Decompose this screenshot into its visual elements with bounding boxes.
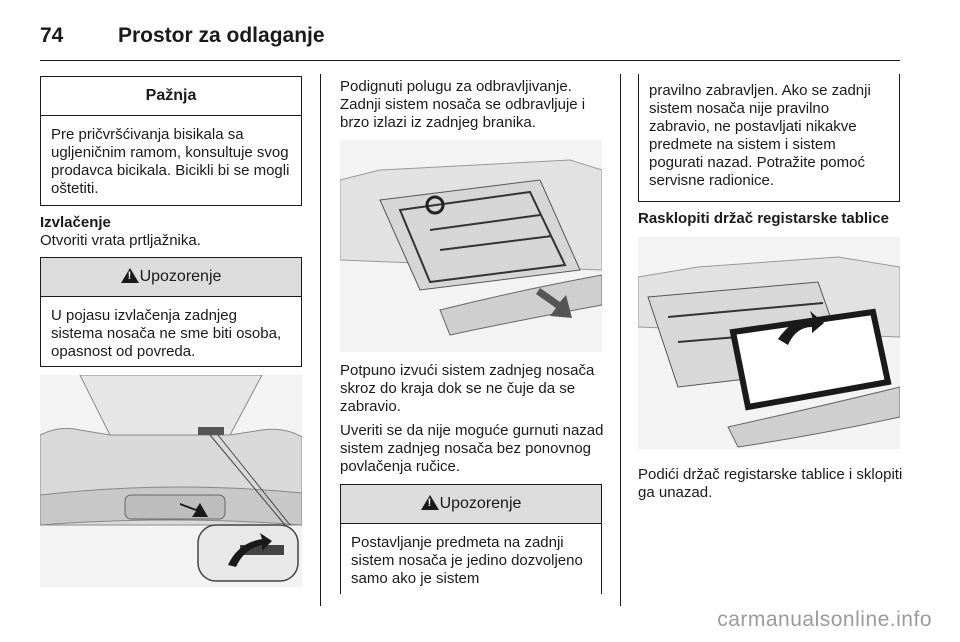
col2-text-top bbox=[340, 78, 605, 132]
column-divider-1 bbox=[320, 74, 321, 606]
caution-title: Pažnja bbox=[41, 77, 301, 116]
warning-title-2: Upozorenje bbox=[439, 495, 522, 512]
section-heading-extraction: Izvlačenje bbox=[40, 214, 111, 231]
watermark: carmanualsonline.info bbox=[717, 608, 932, 631]
warning-header-2 bbox=[341, 485, 601, 524]
extraction-section bbox=[40, 214, 305, 250]
page-header bbox=[40, 14, 900, 54]
paragraph-pull-out: Potpuno izvući sistem zadnjeg nosača skroz do kraja dok se ne čuje da se zabravio. bbox=[340, 362, 595, 415]
page-title: Prostor za odlaganje bbox=[118, 24, 325, 47]
warning-title-1: Upozorenje bbox=[139, 268, 222, 285]
caution-box bbox=[40, 76, 302, 206]
illustration-tailgate-lever bbox=[40, 375, 302, 587]
warning-icon-2 bbox=[421, 495, 439, 510]
column-divider-2 bbox=[620, 74, 621, 606]
warning-icon bbox=[121, 268, 139, 283]
warning-box-1 bbox=[40, 257, 302, 367]
col2-text-middle bbox=[340, 362, 605, 476]
warning-header-1 bbox=[41, 258, 301, 297]
section-heading-plate-holder: Rasklopiti držač registarske tablice bbox=[638, 210, 889, 227]
page-number: 74 bbox=[40, 24, 64, 47]
caution-text: Pre pričvršćivanja bisikala sa ugljeničnim ramom, konsultuje svog prodavca bicikala. Bicikli bi se mogli oštetiti. bbox=[51, 126, 290, 197]
paragraph-open-tailgate: Otvoriti vrata prtljažnika. bbox=[40, 232, 201, 249]
paragraph-lift-lever: Podignuti polugu za odbravljivanje. Zadnji sistem nosača se odbravljuje i brzo izlazi iz zadnjeg branika. bbox=[340, 78, 586, 131]
warning-text-2: Postavljanje predmeta na zadnji sistem nosača je jedino dozvoljeno samo ako je sistem bbox=[351, 534, 583, 587]
paragraph-fold-plate-holder: Podići držač registarske tablice i sklopiti ga unazad. bbox=[638, 466, 903, 501]
warning-text-continued: pravilno zabravljen. Ako se zadnji sistem nosača nije pravilno zabravio, ne postavljati nikakve predmete na sistem i sistem pogurati nazad. Potražite pomoć servisne radionice. bbox=[649, 82, 871, 189]
col3-text-bottom bbox=[638, 466, 903, 502]
paragraph-verify-locked: Uveriti se da nije moguće gurnuti nazad sistem zadnjeg nosača bez ponovnog povlačenja ručice. bbox=[340, 422, 604, 475]
warning-box-continued bbox=[638, 74, 900, 202]
illustration-plate-holder bbox=[638, 237, 900, 449]
warning-text-1: U pojasu izvlačenja zadnjeg sistema nosača ne sme biti osoba, opasnost od povreda. bbox=[51, 307, 282, 360]
header-rule bbox=[40, 60, 900, 61]
col3-heading bbox=[638, 210, 903, 228]
warning-box-2 bbox=[340, 484, 602, 594]
illustration-carrier-release bbox=[340, 140, 602, 352]
